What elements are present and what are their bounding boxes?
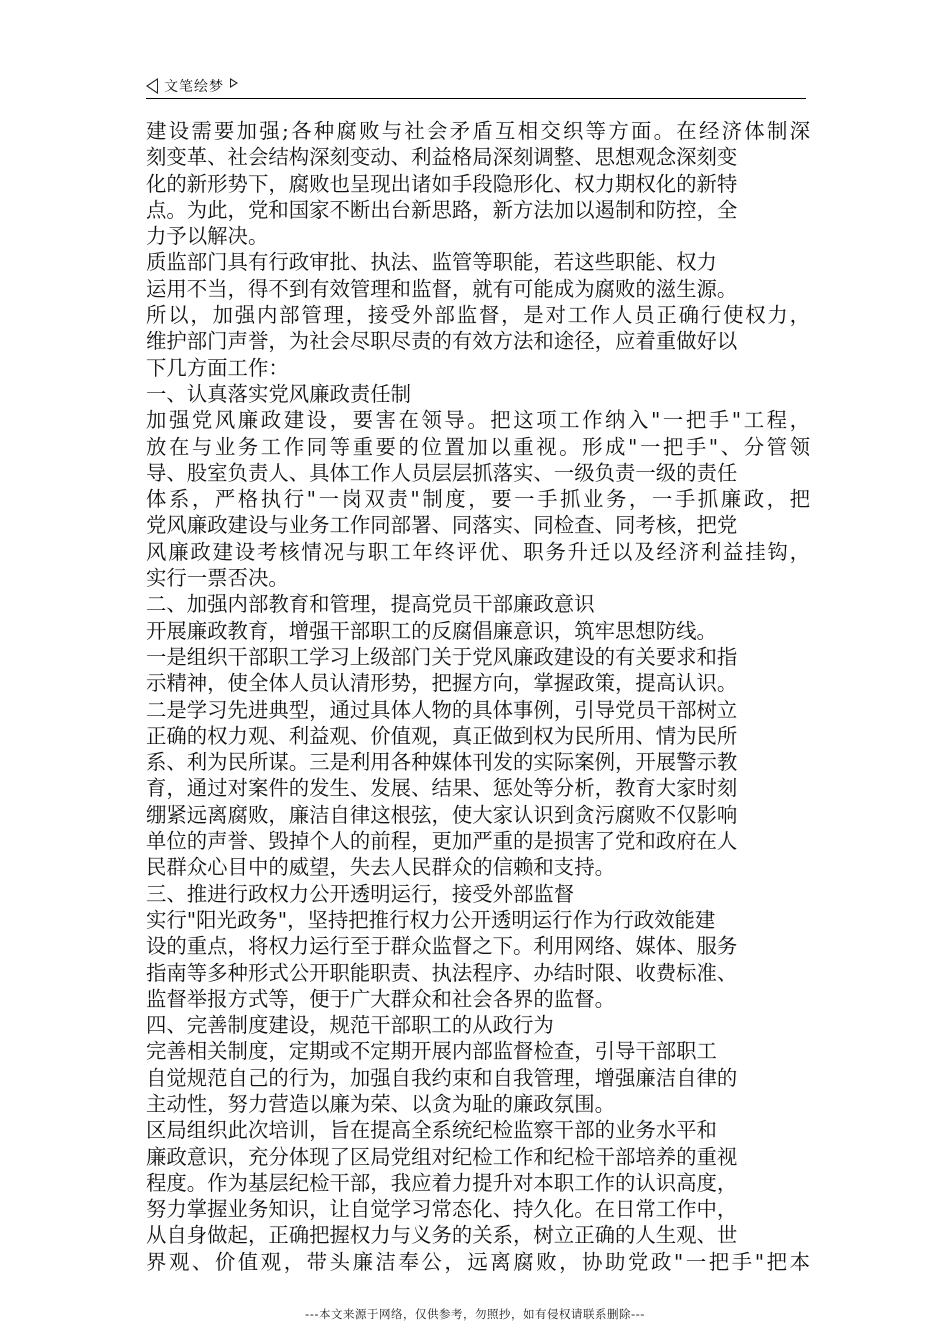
body-line: 化的新形势下，腐败也呈现出诸如手段隐形化、权力期权化的新特: [146, 171, 738, 196]
body-line: 民群众心目中的威望，失去人民群众的信赖和支持。: [146, 855, 615, 880]
body-line: 一是组织干部职工学习上级部门关于党风廉政建设的有关要求和指: [146, 644, 738, 669]
body-line: 三、推进行政权力公开透明运行，接受外部监督: [146, 881, 575, 906]
page-footer: ---本文来源于网络，仅供参考，勿照抄，如有侵权请联系删除---: [305, 1307, 645, 1321]
body-line: 二是学习先进典型，通过具体人物的具体事例，引导党员干部树立: [146, 697, 738, 722]
body-line: 示精神，使全体人员认清形势，把握方向，掌握政策，提高认识。: [146, 671, 738, 696]
body-line: 从自身做起，正确把握权力与义务的关系，树立正确的人生观、世: [146, 1223, 738, 1248]
body-line: 运用不当，得不到有效管理和监督，就有可能成为腐败的滋生源。: [146, 276, 738, 301]
body-line: 完善相关制度，定期或不定期开展内部监督检查，引导干部职工: [146, 1039, 717, 1064]
body-line: 党风廉政建设与业务工作同部署、同落实、同检查、同考核，把党: [146, 513, 738, 538]
body-line: 正确的权力观、利益观、价值观，真正做到权为民所用、情为民所: [146, 723, 738, 748]
body-line: 开展廉政教育，增强干部职工的反腐倡廉意识，筑牢思想防线。: [146, 618, 717, 643]
body-line: 所以，加强内部管理，接受外部监督，是对工作人员正确行使权力，: [146, 303, 810, 328]
header-brand: 文笔绘梦: [164, 79, 224, 95]
body-line: 界观、价值观，带头廉洁奉公，远离腐败，协助党政"一把手"把本: [146, 1249, 810, 1274]
body-line: 建设需要加强;各种腐败与社会矛盾互相交织等方面。在经济体制深: [146, 119, 810, 143]
page-header: [146, 75, 806, 97]
body-line: 设的重点，将权力运行至于群众监督之下。利用网络、媒体、服务: [146, 934, 738, 959]
body-line: 四、完善制度建设，规范干部职工的从政行为: [146, 1013, 554, 1038]
body-line: 维护部门声誉，为社会尽职尽责的有效方法和途径，应着重做好以: [146, 329, 738, 354]
body-line: 主动性，努力营造以廉为荣、以贪为耻的廉政氛围。: [146, 1091, 615, 1116]
body-line: 指南等多种形式公开职能职责、执法程序、办结时限、收费标准、: [146, 960, 738, 985]
body-line: 导、股室负责人、具体工作人员层层抓落实、一级负责一级的责任: [146, 460, 738, 485]
body-line: 监督举报方式等，便于广大群众和社会各界的监督。: [146, 986, 615, 1011]
left-triangle-icon: [146, 78, 158, 94]
header-divider: [146, 98, 806, 99]
body-line: 程度。作为基层纪检干部，我应着力提升对本职工作的认识高度，: [146, 1170, 738, 1195]
body-line: 实行一票否决。: [146, 566, 289, 591]
body-line: 加强党风廉政建设，要害在领导。把这项工作纳入"一把手"工程，: [146, 408, 810, 433]
body-line: 系、利为民所谋。三是利用各种媒体刊发的实际案例，开展警示教: [146, 750, 738, 775]
body-line: 实行"阳光政务"，坚持把推行权力公开透明运行作为行政效能建: [146, 907, 716, 932]
body-line: 单位的声誉、毁掉个人的前程，更加严重的是损害了党和政府在人: [146, 829, 738, 854]
body-line: 风廉政建设考核情况与职工年终评优、职务升迁以及经济利益挂钩，: [146, 539, 810, 564]
body-line: 育，通过对案件的发生、发展、结果、惩处等分析，教育大家时刻: [146, 776, 738, 801]
document-body: [146, 118, 810, 1275]
body-line: 力予以解决。: [146, 224, 269, 249]
right-triangle-icon: [230, 78, 238, 88]
body-line: 质监部门具有行政审批、执法、监管等职能，若这些职能、权力: [146, 250, 717, 275]
body-line: 刻变革、社会结构深刻变动、利益格局深刻调整、思想观念深刻变: [146, 145, 738, 170]
body-line: 放在与业务工作同等重要的位置加以重视。形成"一把手"、分管领: [146, 434, 810, 459]
body-line: 点。为此，党和国家不断出台新思路，新方法加以遏制和防控，全: [146, 197, 738, 222]
body-line: 区局组织此次培训，旨在提高全系统纪检监察干部的业务水平和: [146, 1118, 717, 1143]
body-line: 努力掌握业务知识，让自觉学习常态化、持久化。在日常工作中，: [146, 1197, 738, 1222]
body-line: 自觉规范自己的行为，加强自我约束和自我管理，增强廉洁自律的: [146, 1065, 738, 1090]
body-line: 绷紧远离腐败，廉洁自律这根弦，使大家认识到贪污腐败不仅影响: [146, 802, 738, 827]
body-line: 体系，严格执行"一岗双责"制度，要一手抓业务，一手抓廉政，把: [146, 487, 810, 512]
body-line: 一、认真落实党风廉政责任制: [146, 381, 412, 406]
body-line: 廉政意识，充分体现了区局党组对纪检工作和纪检干部培养的重视: [146, 1144, 738, 1169]
body-line: 下几方面工作：: [146, 355, 289, 380]
body-line: 二、加强内部教育和管理，提高党员干部廉政意识: [146, 592, 595, 617]
